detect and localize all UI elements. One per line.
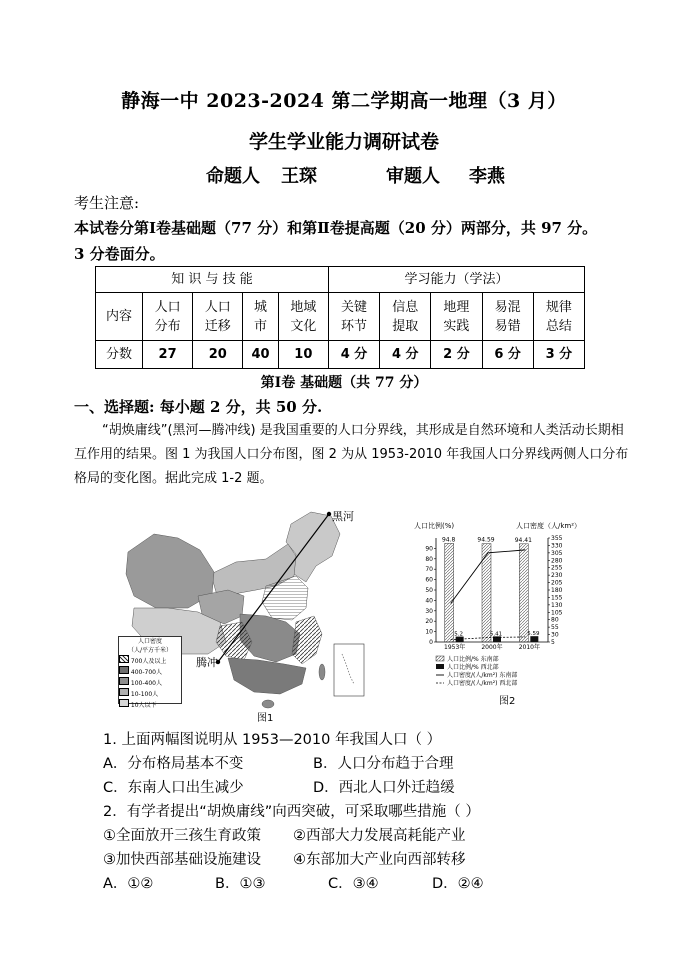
y-left-tick-label: 90 [425,545,433,553]
y-right-tick-label: 5 [551,639,555,646]
figure2-caption: 图2 [499,696,516,707]
y-left-tick-label: 0 [429,639,433,646]
y-left-tick-label: 80 [425,555,433,563]
y-right-tick-label: 255 [551,564,563,572]
setter-label: 命题人 [206,166,260,187]
map-legend: 人口密度 （人/平方千米） 700人及以上 400-700人 100-400人 10-100人 10人以下 [118,636,182,704]
y-left-tick-label: 60 [425,576,433,584]
city-heihe: 黑河 [332,510,354,523]
bar-label-northwest: 5.41 [489,631,503,638]
legend-label: 人口密度/(人/km²) 西北部 [447,680,518,687]
table-group-learning: 学习能力（学法） [328,267,584,293]
exam-title: 静海一中 2023-2024 第二学期高一地理（3 月） [121,90,567,112]
q2-item-2: ②西部大力发展高耗能产业 [293,828,466,844]
y-left-tick-label: 30 [425,607,433,615]
y-right-tick-label: 130 [551,601,563,609]
q2-option-b[interactable]: B．①③ [215,876,266,892]
bar-label-northwest: 5.2 [454,631,464,638]
legend-swatch-southeast-ratio [436,656,444,661]
y-right-tick-label: 305 [551,549,563,557]
y-left-tick-label: 40 [425,597,433,605]
q1-option-d[interactable]: D．西北人口外迁趋缓 [313,780,455,796]
y-right-tick-label: 280 [551,557,563,565]
notice-label: 考生注意: [74,194,140,212]
legend-label: 人口比例/% 东南部 [447,656,499,663]
bar-southeast-ratio [445,543,454,642]
city-tengchong: 腾冲 [196,656,218,669]
legend-swatch-northwest-ratio [436,664,444,669]
reviewer-name: 李燕 [469,166,505,187]
x-tick-label: 2010年 [518,644,540,651]
bar-label-southeast: 94.41 [514,536,532,544]
bar-label-southeast: 94.59 [477,536,495,544]
reviewer-label: 审题人 [386,166,440,187]
notice-line2: 3 分卷面分。 [74,245,165,263]
q2-item-4: ④东部加大产业向西部转移 [293,852,466,868]
population-map-figure [116,504,366,719]
part-heading: 一、选择题: 每小题 2 分，共 50 分. [74,398,323,416]
x-tick-label: 2000年 [481,644,503,651]
table-row-score: 分数 27 20 40 10 4 分 4 分 2 分 6 分 3 分 [96,341,585,369]
q2-item-1: ①全面放开三孩生育政策 [103,828,261,844]
population-chart-figure [414,518,580,694]
setter-name: 王琛 [281,166,317,187]
section-title: 第Ⅰ卷 基础题（共 77 分） [260,375,428,391]
y-right-tick-label: 205 [551,579,563,587]
table-group-knowledge: 知 识 与 技 能 [96,267,329,293]
notice-line1: 本试卷分第Ⅰ卷基础题（77 分）和第Ⅱ卷提高题（20 分）两部分，共 97 分。 [74,219,598,237]
y-left-tick-label: 70 [425,566,433,574]
q2-option-d[interactable]: D．②④ [432,876,484,892]
y-right-tick-label: 105 [551,609,563,617]
table-row-label: 内容 [96,293,143,341]
y-right-tick-label: 230 [551,572,563,580]
bar-southeast-ratio [519,544,528,642]
question-2-stem: 2．有学者提出“胡焕庸线”向西突破，可采取哪些措施（ ） [103,804,480,820]
bar-label-southeast: 94.8 [441,536,456,544]
population-chart [414,518,580,694]
south-china-sea-inset [334,644,364,696]
y-left-tick-label: 50 [425,587,433,594]
y-right-tick-label: 30 [551,631,559,639]
y-right-tick-label: 55 [551,624,559,632]
q2-option-a[interactable]: A．①② [103,876,154,892]
table-row-content: 内容 人口 分布 人口 迁移 城 市 地域 文化 关键 环节 信息 提取 地理 实践 易混 易错 规律 总结 [96,293,585,341]
bar-label-northwest: 5.59 [527,631,540,638]
left-axis-title: 人口比例(%) [414,522,455,530]
bar-southeast-ratio [482,544,491,642]
question-1-stem: 1. 上面两幅图说明从 1953—2010 年我国人口（ ） [103,732,442,748]
legend-label: 人口比例/% 西北部 [447,664,499,671]
legend-label: 人口密度/(人/km²) 东南部 [447,672,518,679]
y-right-tick-label: 330 [551,542,563,550]
score-table [95,266,585,369]
q1-option-c[interactable]: C．东南人口出生减少 [103,780,244,796]
right-axis-title: 人口密度（人/km²） [516,522,580,530]
y-right-tick-label: 180 [551,587,563,594]
y-left-tick-label: 10 [425,628,433,636]
y-right-tick-label: 80 [551,616,559,624]
x-tick-label: 1953年 [444,644,466,651]
q1-option-a[interactable]: A．分布格局基本不变 [103,756,244,772]
y-right-tick-label: 155 [551,594,563,602]
q1-option-b[interactable]: B．人口分布趋于合理 [313,756,454,772]
q2-option-c[interactable]: C．③④ [328,876,379,892]
y-left-tick-label: 20 [425,618,433,626]
intro-paragraph: “胡焕庸线”(黑河—腾冲线) 是我国重要的人口分界线，其形成是自然环境和人类活动长期相互作用的结果。图 1 为我国人口分布图，图 2 为从 1953-2010 年我国人口分界线两侧人口分布格局的变化图。据此完成 1-2 题。 [74,423,629,486]
q2-item-3: ③加快西部基础设施建设 [103,852,261,868]
exam-subtitle: 学生学业能力调研试卷 [248,131,439,153]
y-right-tick-label: 355 [551,535,563,542]
figure1-caption: 图1 [257,713,274,724]
